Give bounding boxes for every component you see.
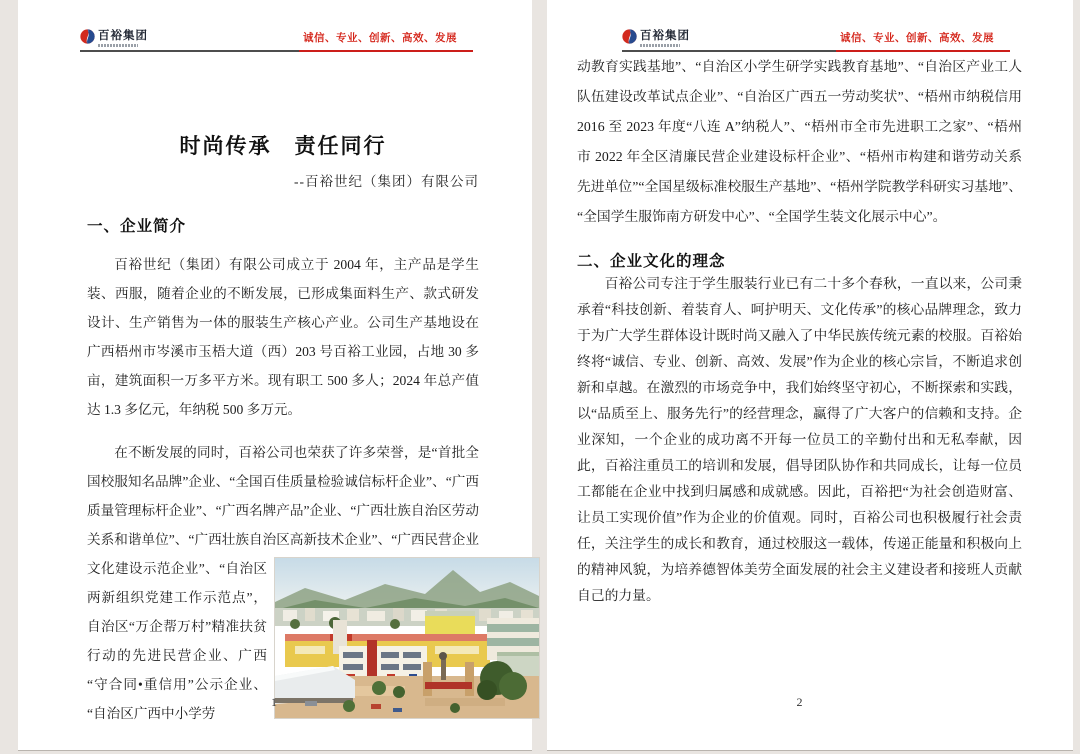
page-number-2: 2 <box>796 695 803 709</box>
paragraph-honors <box>87 438 479 728</box>
header-slogan-block <box>836 28 1010 52</box>
header-slogan-block <box>299 28 473 52</box>
header-slogan: 诚信、专业、创新、高效、发展 <box>303 32 457 44</box>
paragraph-culture: 百裕公司专注于学生服装行业已有二十多个春秋，一直以来，公司秉承着“科技创新、着装育人、呵护明天、文化传承”的核心品牌理念，致力于为广大学生群体设计既时尚又融入了中华民族传统元素的校服。百裕始终将“诚信、专业、创新、高效、发展”作为企业的核心宗旨，不断追求创新和卓越。在激烈的市场竞争中，我们始终坚守初心，不断探索和实践，以“品质至上、服务先行”的经营理念，赢得了广大客户的信赖和支持。企业深知，一个企业的成功离不开每一位员工的辛勤付出和无私奉献，因此，百裕注重员工的培训和发展，倡导团队协作和共同成长，让每一位员工都能在企业中找到归属感和成就感。因此，百裕把“为社会创造财富、让员工实现价值”作为企业的价值观。同时，百裕公司也积极履行社会责任，关注学生的成长和教育，通过校服这一载体，传递正能量和积极向上的精神风貌，为培养德智体美劳全面发展的社会主义建设者和接班人贡献自己的力量。 <box>577 276 1022 603</box>
document-page-1 <box>18 0 532 751</box>
paragraph-honors-continuation: 动教育实践基地”、“自治区小学生研学实践教育基地”、“自治区产业工人队伍建设改革试点企业”、“自治区广西五一劳动奖状”、“梧州市纳税信用 2016 至 2023 年度“八连 A”纳税人”、“梧州市全市先进职工之家”、“梧州市 2022 年全区清廉民营企业建设标杆企业”、“梧州市构建和谐劳动关系先进单位”“全国星级标准校服生产基地”、“梧州学院教学科研实习基地”、“全国学生服饰南方研发中心”、“全国学生装文化展示中心”。 <box>577 59 1022 224</box>
page-2-content <box>577 52 1022 609</box>
header-slogan: 诚信、专业、创新、高效、发展 <box>840 32 994 44</box>
section-heading-2: 二、企业文化的理念 <box>577 253 726 270</box>
page-1-content <box>87 130 479 728</box>
paragraph-honors-part2: 建设示范企业”、“自治区两新组织党建工作示范点”，自治区“万企帮万村”精准扶贫行动的先进民营企业、广西“守合同•重信用”公示企业、“自治区广西中小学劳 <box>87 561 268 721</box>
section-heading-1: 一、企业简介 <box>87 218 187 235</box>
header-logo-block <box>622 30 836 52</box>
page-header <box>80 28 473 52</box>
logo-text-stack <box>98 30 148 47</box>
baiyu-group-logo-icon <box>80 29 95 44</box>
page-number-1: 1 <box>271 695 277 709</box>
baiyu-group-logo-icon <box>622 29 637 44</box>
logo-subtext-line <box>640 44 680 47</box>
logo-text: 百裕集团 <box>98 30 148 42</box>
logo-text-stack <box>640 30 690 47</box>
document-page-2 <box>547 0 1073 751</box>
header-logo-block <box>80 30 299 52</box>
campus-aerial-photo <box>275 558 539 718</box>
logo-text: 百裕集团 <box>640 30 690 42</box>
logo-subtext-line <box>98 44 138 47</box>
paragraph-honors-part1: 在不断发展的同时，百裕公司也荣获了许多荣誉，是“首批全国校服知名品牌”企业、“全国百佳质量检验诚信标杆企业”、“广西质量管理标杆企业”、“广西名牌产品”企业、“广西壮族自治区劳动关系和谐单位”、“广西壮族自治区高新技术企业”、“广西民营企业文化 <box>87 445 479 576</box>
paragraph-company-intro: 百裕世纪（集团）有限公司成立于 2004 年，主产品是学生装、西服，随着企业的不断发展，已形成集面料生产、款式研发设计、生产销售为一体的服装生产核心产业。公司生产基地设在广西梧州市岑溪市玉梧大道（西）203 号百裕工业园，占地 30 多亩，建筑面积一万多平方米。现有职工 500 多人；2024 年总产值达 1.3 多亿元，年纳税 500 多万元。 <box>87 257 479 417</box>
document-title: 时尚传承 责任同行 <box>179 135 387 158</box>
document-subtitle: --百裕世纪（集团）有限公司 <box>294 174 479 189</box>
page-header <box>622 28 1010 52</box>
campus-photo-illustration <box>275 558 539 718</box>
